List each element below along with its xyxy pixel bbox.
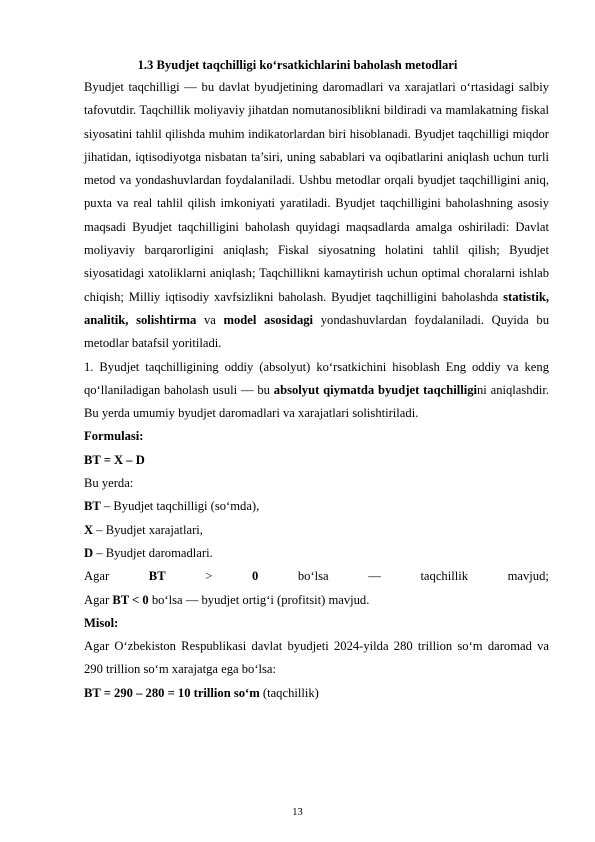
- method-1-paragraph: [84, 356, 549, 426]
- condition-surplus-prefix: Agar: [84, 592, 113, 607]
- definition-meaning: – Byudjet taqchilligi (so‘mda),: [100, 499, 260, 514]
- example-calc: BT = 290 – 280 = 10 trillion so‘m: [84, 685, 260, 700]
- condition-result: mavjud;: [507, 569, 549, 584]
- definition-symbol: X: [84, 522, 94, 537]
- page-number: 13: [292, 807, 303, 818]
- intro-paragraph: Byudjet taqchilligi — bu davlat byudjetining daromadlari va xarajatlari o‘rtasidagi salbiy tafovutdir. Taqchillik moliyaviy jihatdan nomutanosiblikni bildiradi va mamlakatning fiskal siyosatini tahlil qilishda muhim indikatorlardan biri hisoblanadi. Byudjet taqchilligi miqdor jihatidan, iqtisodiyotga nisbatan ta’siri, uning sabablari va oqibatlarini aniqlash uchun turli metod va yondashuvlardan foydalaniladi. Ushbu metodlar orqali byudjet taqchilligini aniq, puxta va real tahlil qilish imkoniyati yaratiladi. Byudjet taqchilligini baholashning asosiy maqsadi Byudjet taqchilligini baholash quyidagi maqsadlarda amalga oshiriladi: Davlat moliyaviy barqarorligini aniqlash; Fiskal siyosatning holatini tahlil qilish; Byudjet siyosatidagi xatoliklarni aniqlash; Taqchillikni kamaytirish uchun optimal choralarni ishlab chiqish; Milliy iqtisodiy xavfsizlikni baholash. Byudjet taqchilligini baholashda statistik, analitik, solishtirma va model asosidagi yondashuvlardan foydalaniladi. Quyida bu metodlar batafsil yoritiladi.: [84, 80, 550, 351]
- method-1-tail: ni aniqlashdir. Bu yerda umumiy byudjet daromadlari va xarajatlari solishtiriladi.: [84, 382, 550, 421]
- formula-heading: Formulasi:: [84, 429, 144, 444]
- document-body: [84, 76, 549, 705]
- definition-meaning: – Byudjet daromadlari.: [93, 545, 213, 560]
- conjunction: va: [203, 312, 216, 327]
- condition-deficit-line: [84, 565, 549, 588]
- where-label: Bu yerda:: [84, 476, 134, 491]
- condition-bt: BT: [148, 569, 166, 584]
- condition-bolsa: bo‘lsa: [297, 569, 329, 584]
- approach-analitik: analitik: [84, 312, 126, 327]
- intro-tail: yondashuvlardan foydalaniladi. Quyida bu metodlar batafsil yoritiladi.: [84, 312, 550, 351]
- definition-bt: [84, 495, 549, 518]
- condition-word: taqchillik: [420, 569, 469, 584]
- definition-meaning: – Byudjet xarajatlari,: [93, 522, 203, 537]
- example-calculation: [84, 682, 549, 705]
- example-note: (taqchillik): [259, 685, 319, 700]
- condition-surplus-line: [84, 589, 549, 612]
- method-1-text: 1. Byudjet taqchilligining oddiy (absolyut) ko‘rsatkichini hisoblash Eng oddiy va keng qo‘llaniladigan baholash usuli — bu: [84, 359, 549, 397]
- method-1-emphasis: absolyut qiymatda byudjet taqchilligi: [273, 382, 477, 397]
- definition-symbol: BT: [84, 499, 101, 514]
- definition-d: [84, 542, 549, 565]
- approach-solishtirma: solishtirma: [136, 312, 197, 327]
- formula: BT = X – D: [84, 452, 145, 467]
- condition-zero: 0: [251, 569, 259, 584]
- definition-x: [84, 519, 549, 542]
- condition-agar: Agar: [84, 569, 110, 584]
- intro-text: Byudjet taqchilligi — bu davlat byudjetining daromadlari va xarajatlari o‘rtasidagi salbiy tafovutdir. Taqchillik moliyaviy jihatdan nomutanosiblikni bildiradi va mamlakatning fiskal siyosatini tahlil qilishda muhim indikatorlardan biri hisoblanadi. Byudjet taqchilligi miqdor jihatidan, iqtisodiyotga nisbatan ta’siri, uning sabablari va oqibatlarini aniqlash uchun turli metod va yondashuvlardan foydalaniladi. Ushbu metodlar orqali byudjet taqchilligini aniq, puxta va real tahlil qilish imkoniyati yaratiladi. Byudjet taqchilligini baholashning asosiy maqsadi Byudjet taqchilligini baholash quyidagi maqsadlarda amalga oshiriladi: Davlat moliyaviy barqarorligini aniqlash; Fiskal siyosatning holatini tahlil qilish; Byudjet siyosatidagi xatoliklarni aniqlash; Taqchillikni kamaytirish uchun optimal choralarni ishlab chiqish; Milliy iqtisodiy xavfsizlikni baholash. Byudjet taqchilligini baholashda: [84, 80, 549, 304]
- example-text: Agar O‘zbekiston Respublikasi davlat byudjeti 2024-yilda 280 trillion so‘m daromad va 290 trillion so‘m xarajatga ega bo‘lsa:: [84, 639, 549, 677]
- condition-surplus-suffix: bo‘lsa — byudjet ortig‘i (profitsit) mavjud.: [148, 592, 370, 607]
- approach-model: model asosidagi: [223, 312, 314, 327]
- condition-surplus-expr: BT < 0: [112, 592, 149, 607]
- example-heading: Misol:: [84, 615, 119, 630]
- condition-operator: >: [205, 569, 213, 584]
- condition-dash: —: [368, 569, 381, 584]
- definition-symbol: D: [84, 545, 94, 560]
- approach-statistik: statistik: [503, 289, 546, 304]
- section-heading: 1.3 Byudjet taqchilligi ko‘rsatkichlarini baholash metodlari: [137, 58, 458, 72]
